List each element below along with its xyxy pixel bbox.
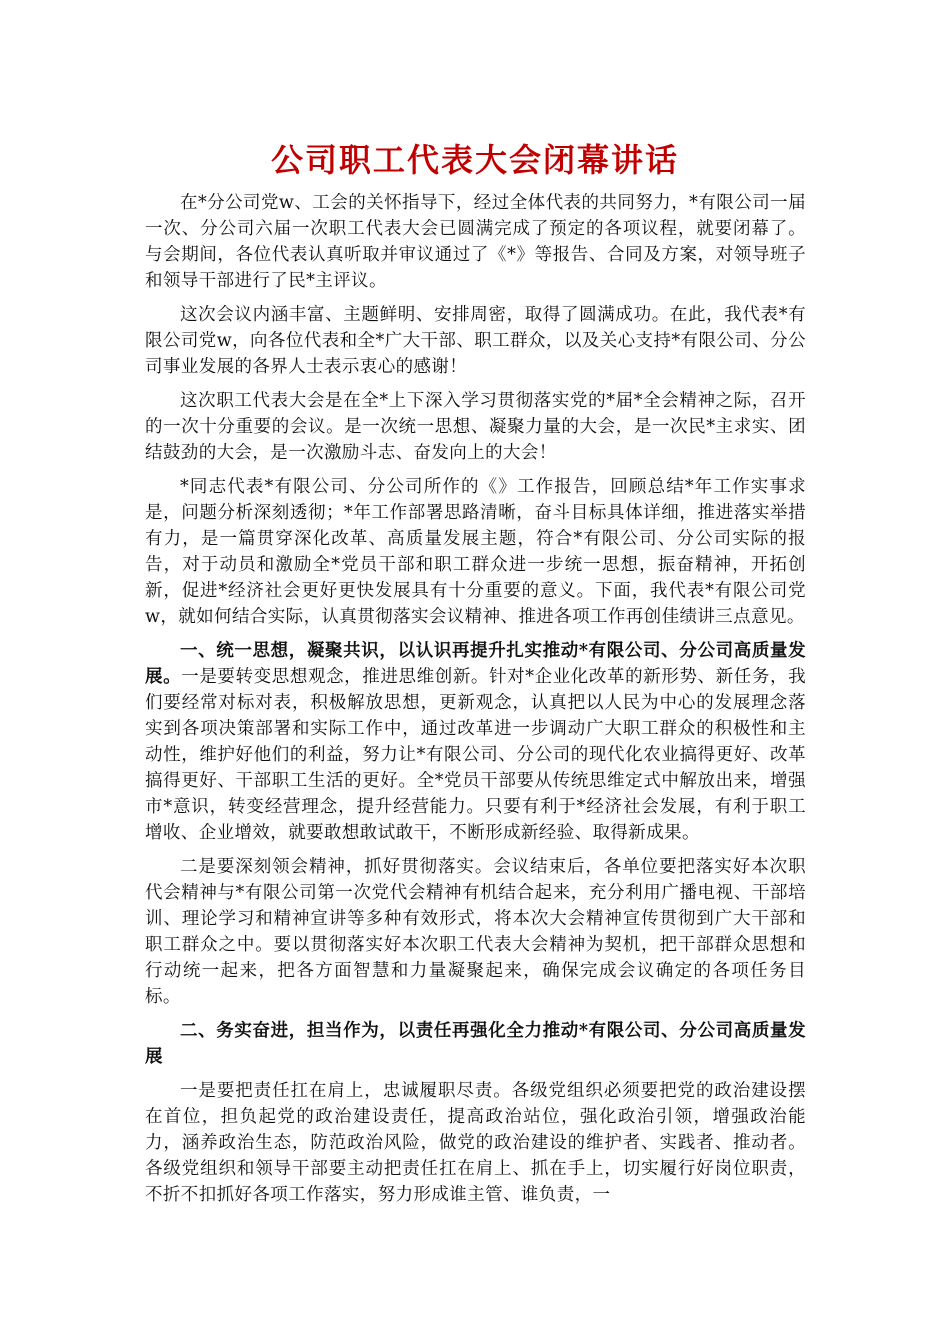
section-1-heading: 一、统一思想，凝聚共识，以认识再提升扎实推动*有限公司、分公司高质量发展。 xyxy=(145,641,806,687)
paragraph-1 xyxy=(145,190,806,294)
paragraph-8-text: 一是要把责任扛在肩上，忠诚履职尽责。各级党组织必须要把党的政治建设摆在首位，担负起党的政治建设责任，提高政治站位，强化政治引领，增强政治能力，涵养政治生态，防范政治风险，做党的政治建设的维护者、实践者、推动者。各级党组织和领导干部要主动把责任扛在肩上、抓在手上，切实履行好岗位职责，不折不扣抓好各项工作落实，努力形成谁主管、谁负责，一 xyxy=(145,1081,806,1205)
section-2-heading xyxy=(145,1018,806,1070)
paragraph-6 xyxy=(145,854,806,1010)
paragraph-3-text: 这次职工代表大会是在全*上下深入学习贯彻落实党的*届*全会精神之际，召开的一次十分重要的会议。是一次统一思想、凝聚力量的大会，是一次民*主求实、团结鼓劲的大会，是一次激励斗志、奋发向上的大会！ xyxy=(145,391,806,463)
paragraph-2-text: 这次会议内涵丰富、主题鲜明、安排周密，取得了圆满成功。在此，我代表*有限公司党w，向各位代表和全*广大干部、职工群众，以及关心支持*有限公司、分公司事业发展的各界人士表示衷心的感谢！ xyxy=(145,305,806,377)
paragraph-8 xyxy=(145,1078,806,1208)
paragraph-4-text: *同志代表*有限公司、分公司所作的《》工作报告，回顾总结*年工作实事求是，问题分析深刻透彻；*年工作部署思路清晰，奋斗目标具体详细，推进落实举措有力，是一篇贯穿深化改革、高质量发展主题，符合*有限公司、分公司实际的报告，对于动员和激励全*党员干部和职工群众进一步统一思想，振奋精神，开拓创新，促进*经济社会更好更快发展具有十分重要的意义。下面，我代表*有限公司党w，就如何结合实际，认真贯彻落实会议精神、推进各项工作再创佳绩讲三点意见。 xyxy=(145,477,806,627)
paragraph-4 xyxy=(145,474,806,630)
section-1-text: 一是要转变思想观念，推进思维创新。针对*企业化改革的新形势、新任务，我们要经常对标对表，积极解放思想，更新观念，认真把以人民为中心的发展理念落实到各项决策部署和实际工作中，通过改革进一步调动广大职工群众的积极性和主动性，维护好他们的利益，努力让*有限公司、分公司的现代化农业搞得更好、改革搞得更好、干部职工生活的更好。全*党员干部要从传统思维定式中解放出来，增强市*意识，转变经营理念，提升经营能力。只要有利于*经济社会发展，有利于职工增收、企业增效，就要敢想敢试敢干，不断形成新经验、取得新成果。 xyxy=(145,667,806,843)
paragraph-2 xyxy=(145,302,806,380)
document-title: 公司职工代表大会闭幕讲话 xyxy=(270,141,679,179)
paragraph-6-text: 二是要深刻领会精神，抓好贯彻落实。会议结束后，各单位要把落实好本次职代会精神与*有限公司第一次党代会精神有机结合起来，充分利用广播电视、干部培训、理论学习和精神宣讲等多种有效形式，将本次大会精神宣传贯彻到广大干部和职工群众之中。要以贯彻落实好本次职工代表大会精神为契机，把干部群众思想和行动统一起来，把各方面智慧和力量凝聚起来，确保完成会议确定的各项任务目标。 xyxy=(145,857,806,1007)
section-2-heading-text: 二、务实奋进，担当作为，以责任再强化全力推动*有限公司、分公司高质量发展 xyxy=(145,1021,806,1067)
section-1-paragraph xyxy=(145,638,806,846)
paragraph-3 xyxy=(145,388,806,466)
paragraph-1-text: 在*分公司党w、工会的关怀指导下，经过全体代表的共同努力，*有限公司一届一次、分公司六届一次职工代表大会已圆满完成了预定的各项议程，就要闭幕了。与会期间，各位代表认真听取并审议通过了《*》等报告、合同及方案，对领导班子和领导干部进行了民*主评议。 xyxy=(145,193,806,291)
document-body xyxy=(145,190,806,1216)
